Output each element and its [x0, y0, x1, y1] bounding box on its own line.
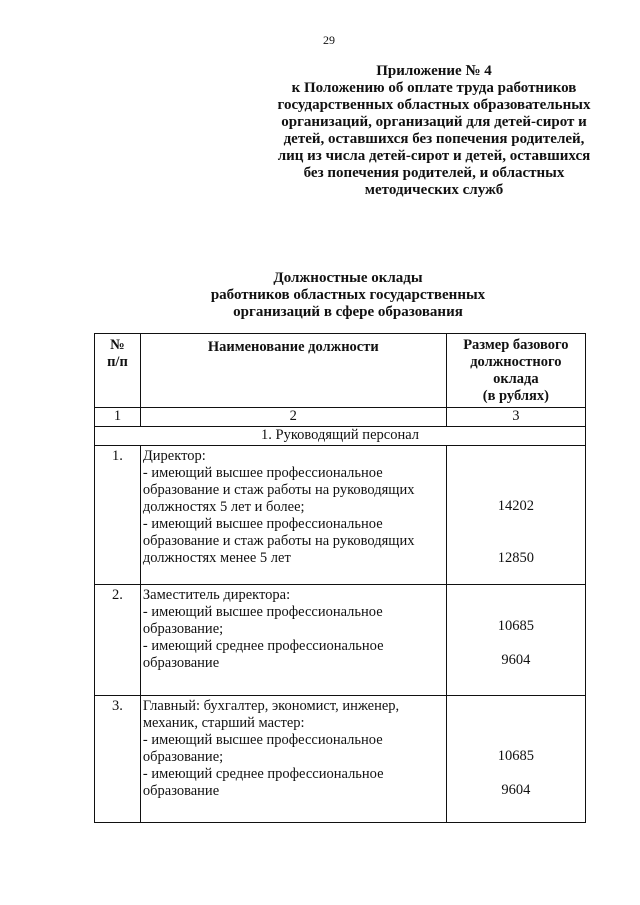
document-title: [188, 270, 508, 321]
title-line: работников областных государственных: [210, 287, 486, 303]
header-position-name: Наименование должности: [140, 334, 446, 408]
position-line: - имеющий высшее профессиональное: [142, 516, 383, 532]
salary-table: [94, 333, 586, 823]
appendix-line: Приложение № 4: [376, 63, 492, 79]
row-number: 2.: [95, 585, 141, 696]
row-position: [140, 446, 446, 585]
column-number: 1: [95, 408, 141, 427]
position-line: образование;: [142, 749, 224, 765]
row-number: 3.: [95, 696, 141, 823]
row-salary: [446, 696, 585, 823]
appendix-line: организаций, организаций для детей-сирот и: [281, 114, 587, 130]
column-number: 2: [140, 408, 446, 427]
position-line: - имеющий среднее профессиональное: [142, 638, 384, 654]
section-row: [95, 427, 586, 446]
table-row: [95, 446, 586, 585]
header-number-line: п/п: [107, 354, 128, 370]
title-line: Должностные оклады: [273, 270, 423, 286]
appendix-line: лиц из числа детей-сирот и детей, оставшихся: [277, 148, 591, 164]
row-position: [140, 585, 446, 696]
position-line: должностях 5 лет и более;: [142, 499, 305, 515]
header-number: [95, 334, 141, 408]
section-title: 1. Руководящий персонал: [95, 427, 586, 446]
position-line: - имеющий высшее профессиональное: [142, 604, 383, 620]
salary-value: 12850: [497, 550, 534, 566]
row-salary: [446, 446, 585, 585]
appendix-heading: [268, 63, 600, 199]
position-line: образование;: [142, 621, 224, 637]
salary-value: 9604: [501, 652, 531, 668]
row-position: [140, 696, 446, 823]
title-line: организаций в сфере образования: [233, 304, 463, 320]
position-line: Заместитель директора:: [142, 587, 291, 603]
appendix-line: методических служб: [364, 182, 504, 198]
salary-value: 14202: [497, 498, 534, 514]
row-salary: [446, 585, 585, 696]
position-line: образование и стаж работы на руководящих: [142, 482, 415, 498]
position-line: механик, старший мастер:: [142, 715, 305, 731]
position-line: образование и стаж работы на руководящих: [142, 533, 415, 549]
table-header-row: [95, 334, 586, 408]
appendix-line: без попечения родителей, и областных: [303, 165, 565, 181]
position-line: образование: [142, 655, 220, 671]
row-number: 1.: [95, 446, 141, 585]
salary-value: 9604: [501, 782, 531, 798]
appendix-line: государственных областных образовательных: [277, 97, 591, 113]
position-line: Главный: бухгалтер, экономист, инженер,: [142, 698, 400, 714]
position-line: - имеющий высшее профессиональное: [142, 465, 383, 481]
table-row: [95, 696, 586, 823]
column-number-row: [95, 408, 586, 427]
appendix-line: детей, оставшихся без попечения родителей,: [283, 131, 585, 147]
header-salary-line: Размер базового: [463, 337, 569, 353]
salary-value: 10685: [497, 618, 534, 634]
salary-value: 10685: [497, 748, 534, 764]
header-number-line: №: [110, 337, 125, 353]
position-line: Директор:: [142, 448, 206, 464]
appendix-line: к Положению об оплате труда работников: [291, 80, 577, 96]
header-salary-line: должностного: [470, 354, 562, 370]
position-line: - имеющий среднее профессиональное: [142, 766, 384, 782]
position-line: должностях менее 5 лет: [142, 550, 291, 566]
header-salary-line: оклада: [493, 371, 539, 387]
header-salary: [446, 334, 585, 408]
column-number: 3: [446, 408, 585, 427]
position-line: - имеющий высшее профессиональное: [142, 732, 383, 748]
table-row: [95, 585, 586, 696]
page-number: 29: [323, 33, 335, 47]
header-salary-line: (в рублях): [482, 388, 549, 404]
position-line: образование: [142, 783, 220, 799]
